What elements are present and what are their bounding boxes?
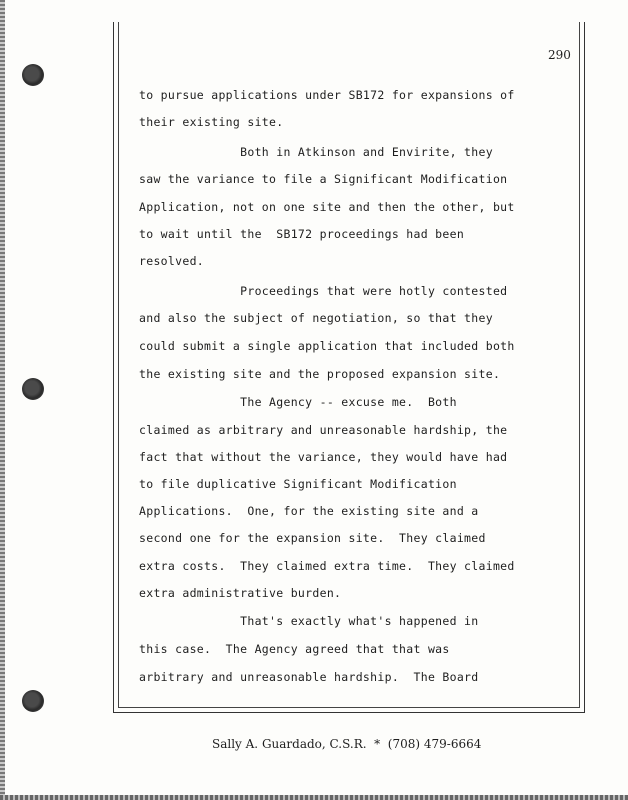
transcript-line: The Agency -- excuse me. Both bbox=[139, 395, 457, 409]
transcript-line: to pursue applications under SB172 for expansions of bbox=[139, 88, 515, 102]
transcript-line: the existing site and the proposed expansion site. bbox=[139, 367, 501, 381]
transcript-line: this case. The Agency agreed that that was bbox=[139, 642, 450, 656]
transcript-line: Proceedings that were hotly contested bbox=[139, 284, 508, 298]
transcript-line: fact that without the variance, they would have had bbox=[139, 450, 508, 464]
transcript-line: extra administrative burden. bbox=[139, 586, 342, 600]
transcript-line: That's exactly what's happened in bbox=[139, 614, 479, 628]
punch-hole-bottom bbox=[22, 690, 44, 712]
scan-left-edge bbox=[0, 0, 5, 800]
transcript-line: to file duplicative Significant Modification bbox=[139, 477, 457, 491]
transcript-line: saw the variance to file a Significant Modification bbox=[139, 172, 508, 186]
transcript-line: their existing site. bbox=[139, 115, 284, 129]
transcript-line: claimed as arbitrary and unreasonable hardship, the bbox=[139, 423, 508, 437]
page-number: 290 bbox=[548, 48, 571, 62]
transcript-line: extra costs. They claimed extra time. They claimed bbox=[139, 559, 515, 573]
transcript-line: Both in Atkinson and Envirite, they bbox=[139, 145, 493, 159]
transcript-line: to wait until the SB172 proceedings had been bbox=[139, 227, 465, 241]
transcript-line: arbitrary and unreasonable hardship. The Board bbox=[139, 670, 479, 684]
transcript-line: second one for the expansion site. They claimed bbox=[139, 531, 486, 545]
transcript-line: could submit a single application that included both bbox=[139, 339, 515, 353]
punch-hole-top bbox=[22, 64, 44, 86]
reporter-footer: Sally A. Guardado, C.S.R. * (708) 479-6664 bbox=[212, 737, 482, 751]
transcript-line: and also the subject of negotiation, so that they bbox=[139, 311, 493, 325]
scan-bottom-edge bbox=[0, 795, 628, 800]
transcript-line: Applications. One, for the existing site and a bbox=[139, 504, 479, 518]
punch-hole-middle bbox=[22, 378, 44, 400]
transcript-line: resolved. bbox=[139, 254, 205, 268]
transcript-line: Application, not on one site and then the other, but bbox=[139, 200, 515, 214]
